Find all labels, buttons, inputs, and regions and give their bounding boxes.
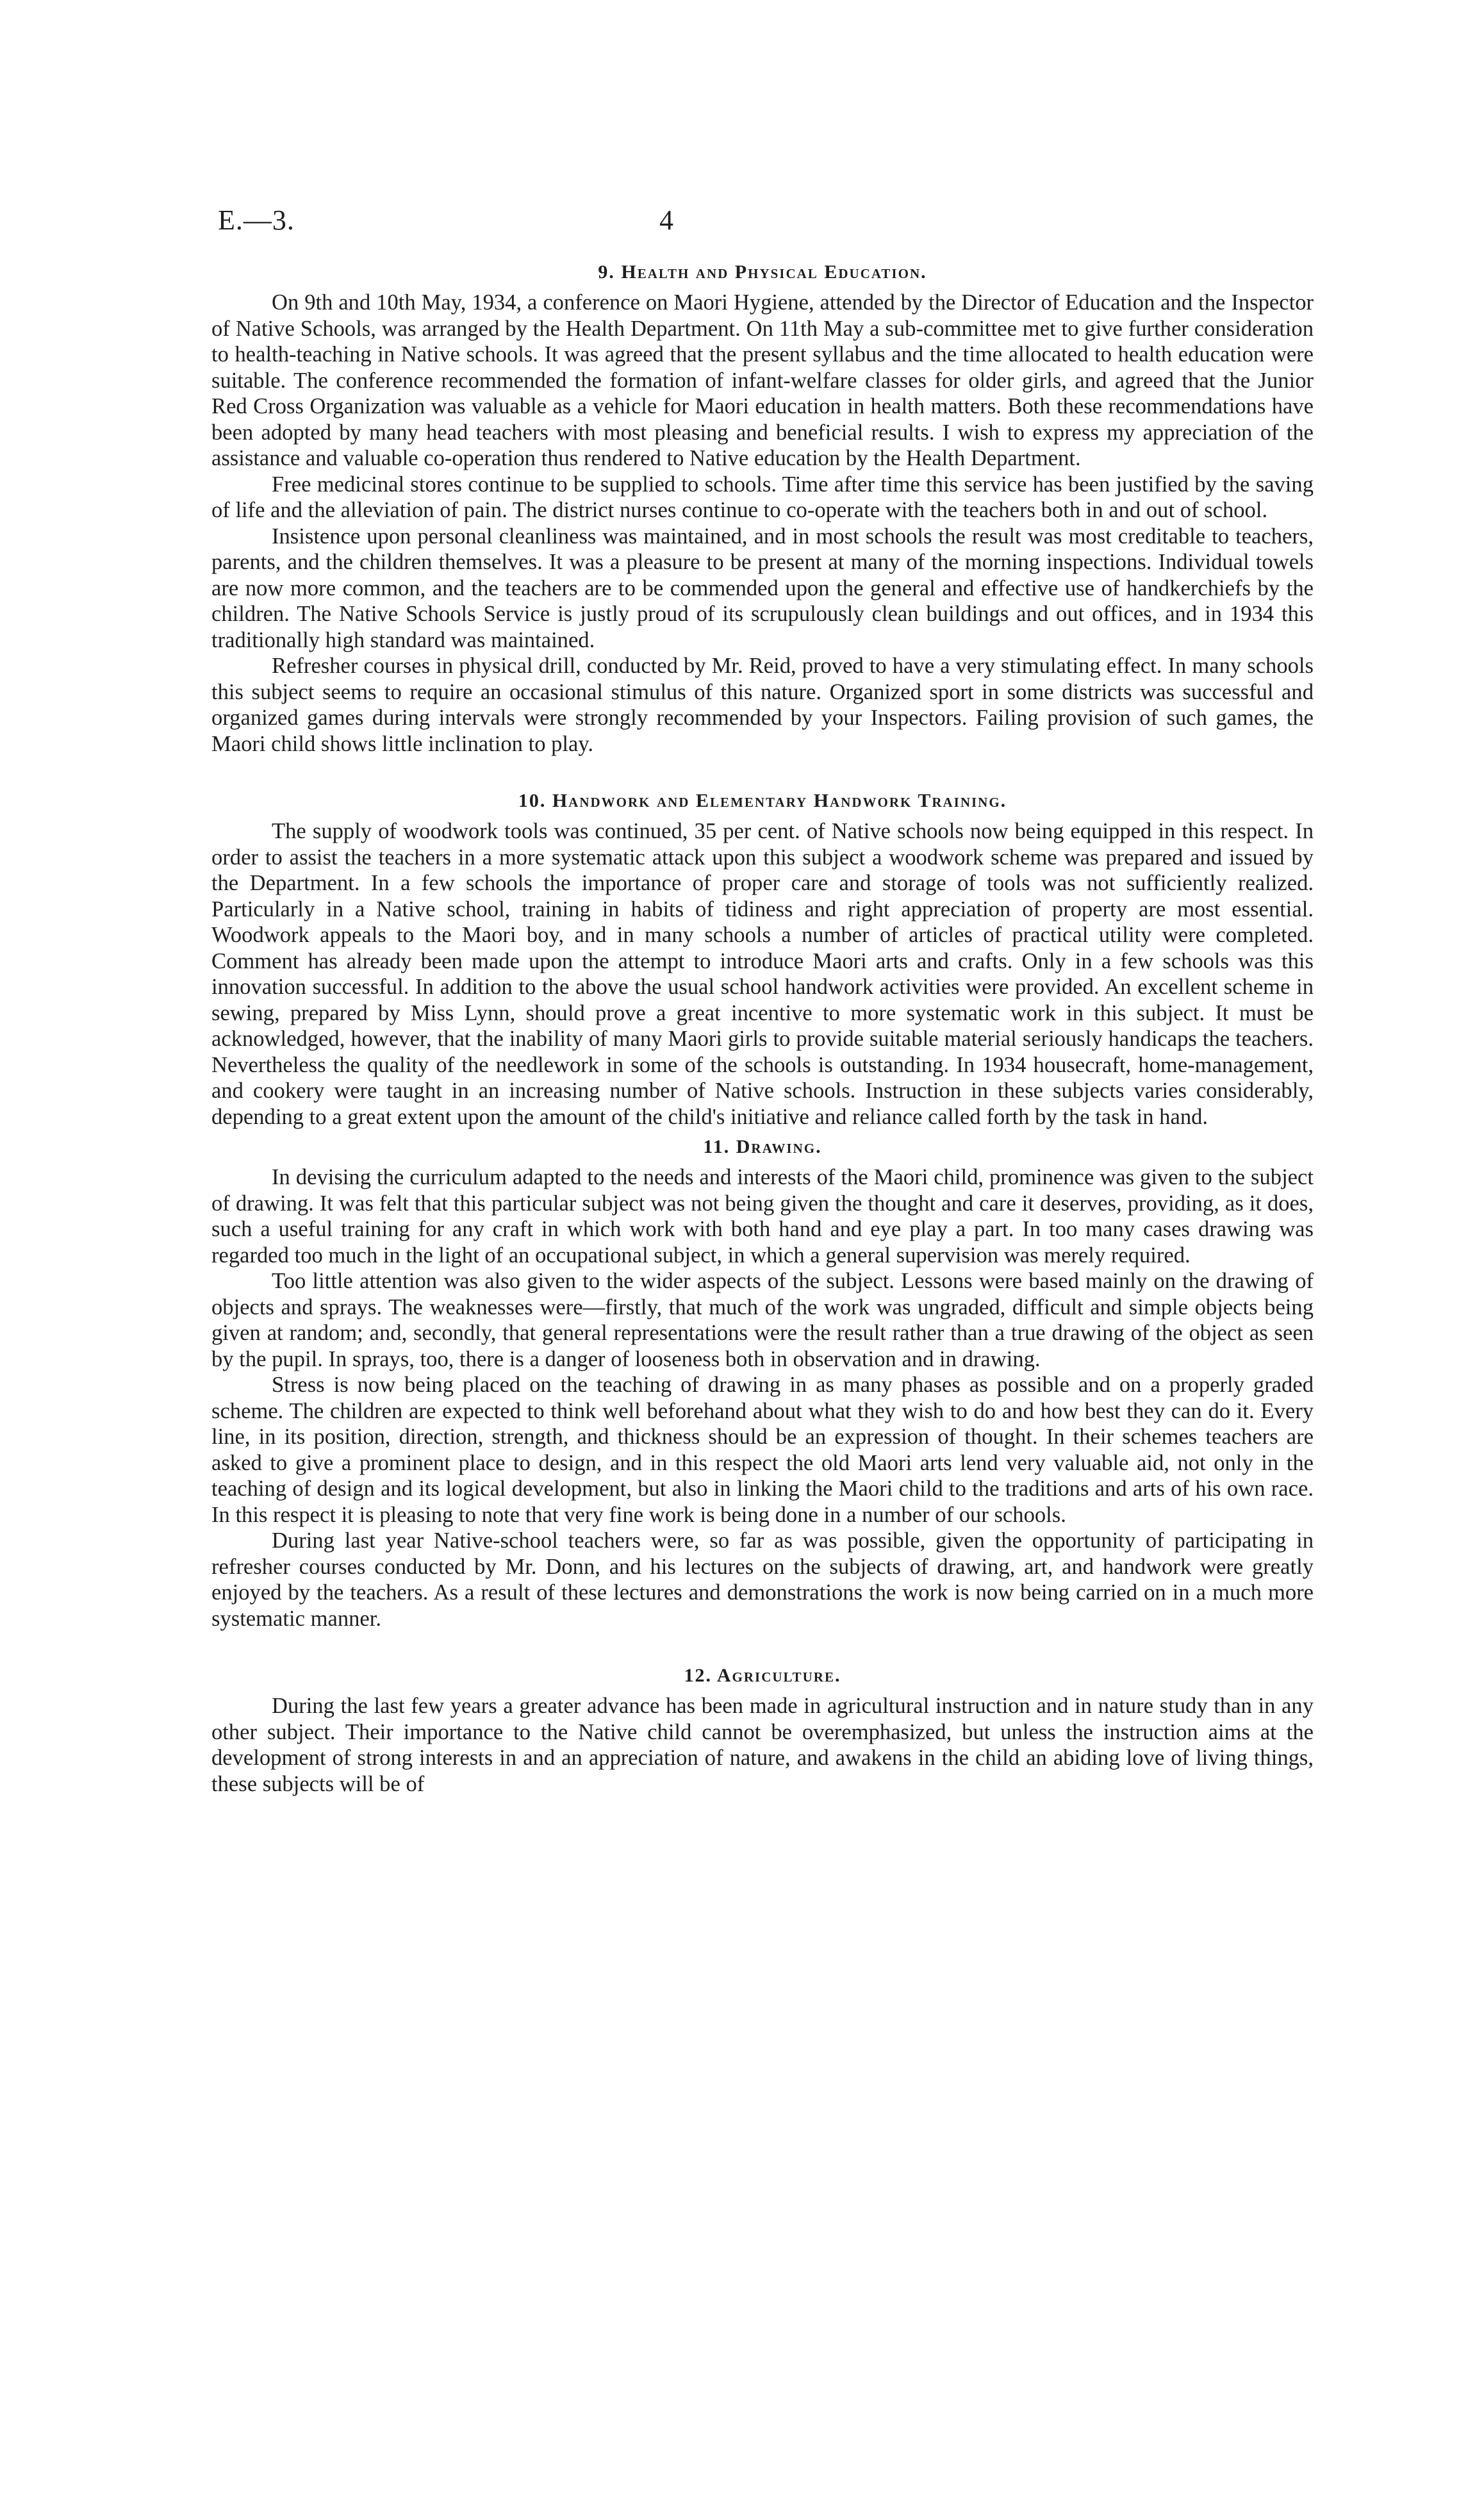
document-body [211,261,1314,1797]
section-drawing [211,1136,1314,1632]
paragraph: Free medicinal stores continue to be supplied to schools. Time after time this service has been justified by the saving of life and the alleviation of pain. The district nurses continue to co-operate with the teachers both in and out of school. [211,472,1314,522]
section-handwork [211,790,1314,1130]
paragraph: The supply of woodwork tools was continued, 35 per cent. of Native schools now being equipped in this respect. In order to assist the teachers in a more systematic attack upon this subject a woodwork scheme was prepared and issued by the Department. In a few schools the importance of proper care and storage of tools was not sufficiently realized. Particularly in a Native school, training in habits of tidiness and right appreciation of property are most essential. Woodwork appeals to the Maori boy, and in many schools a number of articles of practical utility were completed. Comment has already been made upon the attempt to introduce Maori arts and crafts. Only in a few schools was this innovation successful. In addition to the above the usual school handwork activities were provided. An excellent scheme in sewing, prepared by Miss Lynn, should prove a great incentive to more systematic work in this subject. It must be acknowledged, however, that the inability of many Maori girls to provide suitable material seriously handicaps the teachers. Nevertheless the quality of the needlework in some of the schools is outstanding. In 1934 housecraft, home-management, and cookery were taught in an increasing number of Native schools. Instruction in these subjects varies considerably, depending to a great extent upon the amount of the child's initiative and reliance called forth by the task in hand. [211,819,1314,1129]
paragraph: During last year Native-school teachers were, so far as was possible, given the opportunity of participating in refresher courses conducted by Mr. Donn, and his lectures on the subjects of drawing, art, and handwork were greatly enjoyed by the teachers. As a result of these lectures and demonstrations the work is now being carried on in a much more systematic manner. [211,1528,1314,1631]
page-number: 4 [659,204,673,236]
paragraph: Too little attention was also given to the wider aspects of the subject. Lessons were based mainly on the drawing of objects and sprays. The weaknesses were—firstly, that much of the work was ungraded, difficult and simple objects being given at random; and, secondly, that general representations were the result rather than a true drawing of the object as seen by the pupil. In sprays, too, there is a danger of looseness both in observation and in drawing. [211,1269,1314,1371]
paragraph: Insistence upon personal cleanliness was maintained, and in most schools the result was most creditable to teachers, parents, and the children themselves. It was a pleasure to be present at many of the morning inspections. Individual towels are now more common, and the teachers are to be commended upon the general and effective use of handkerchiefs by the children. The Native Schools Service is justly proud of its scrupulously clean buildings and out offices, and in 1934 this traditionally high standard was maintained. [211,524,1314,652]
paragraph: On 9th and 10th May, 1934, a conference on Maori Hygiene, attended by the Director of Education and the Inspector of Native Schools, was arranged by the Health Department. On 11th May a sub-committee met to give further consideration to health-teaching in Native schools. It was agreed that the present syllabus and the time allocated to health education were suitable. The conference recommended the formation of infant-welfare classes for older girls, and agreed that the Junior Red Cross Organization was valuable as a vehicle for Maori education in health matters. Both these recommendations have been adopted by many head teachers with most pleasing and beneficial results. I wish to express my appreciation of the assistance and valuable co-operation thus rendered to Native education by the Health Department. [211,290,1314,470]
section-agriculture [211,1665,1314,1797]
page-header [218,204,1397,242]
section-health-physical-education [211,261,1314,757]
paragraph: In devising the curriculum adapted to the needs and interests of the Maori child, prominence was given to the subject of drawing. It was felt that this particular subject was not being given the thought and care it deserves, providing, as it does, such a useful training for any craft in which work with both hand and eye play a part. In too many cases drawing was regarded too much in the light of an occupational subject, in which a general supervision was merely required. [211,1165,1314,1268]
document-reference: E.—3. [218,204,295,236]
section-heading: 9. Health and Physical Education. [598,261,927,283]
paragraph: Refresher courses in physical drill, conducted by Mr. Reid, proved to have a very stimulating effect. In many schools this subject seems to require an occasional stimulus of this nature. Organized sport in some districts was successful and organized games during intervals were strongly recommended by your Inspectors. Failing provision of such games, the Maori child shows little inclination to play. [211,654,1314,756]
section-heading: 11. Drawing. [703,1136,822,1157]
paragraph: Stress is now being placed on the teaching of drawing in as many phases as possible and on a properly graded scheme. The children are expected to think well beforehand about what they wish to do and how best they can do it. Every line, in its position, direction, strength, and thickness should be an expression of thought. In their schemes teachers are asked to give a prominent place to design, and in this respect the old Maori arts lend very valuable aid, not only in the teaching of design and its logical development, but also in linking the Maori child to the traditions and arts of his own race. In this respect it is pleasing to note that very fine work is being done in a number of our schools. [211,1373,1314,1527]
section-heading: 12. Agriculture. [684,1665,841,1686]
section-heading: 10. Handwork and Elementary Handwork Training. [518,790,1007,811]
paragraph: During the last few years a greater advance has been made in agricultural instruction and in nature study than in any other subject. Their importance to the Native child cannot be overemphasized, but unless the instruction aims at the development of strong interests in and an appreciation of nature, and awakens in the child an abiding love of living things, these subjects will be of [211,1694,1314,1796]
